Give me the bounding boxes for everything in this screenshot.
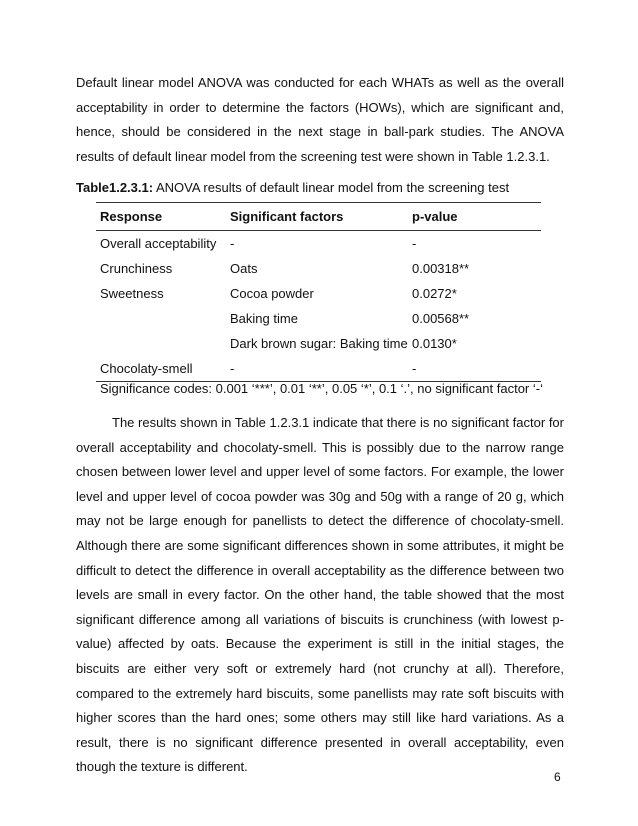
- cell-factor: Oats: [230, 261, 258, 276]
- table-row: [96, 256, 541, 281]
- table-row: [96, 306, 541, 331]
- header-p-value: p-value: [408, 203, 541, 231]
- table-row: [96, 231, 541, 257]
- cell-p-value: 0.0130*: [412, 336, 457, 351]
- cell-factor: Cocoa powder: [230, 286, 314, 301]
- header-significant-factors: Significant factors: [226, 203, 408, 231]
- cell-p-value: 0.00568**: [412, 311, 470, 326]
- header-response: Response: [96, 203, 226, 231]
- significance-codes: Significance codes: 0.001 ‘***’, 0.01 ‘**’, 0.05 ‘*’, 0.1 ‘.’, no significant factor ‘-‘: [100, 381, 543, 396]
- cell-response: [96, 306, 226, 331]
- cell-factor: -: [230, 236, 235, 251]
- cell-factor: Baking time: [230, 311, 298, 326]
- cell-response: Crunchiness: [100, 261, 173, 276]
- table-caption-text: ANOVA results of default linear model from the screening test: [153, 180, 510, 195]
- discussion-paragraph: [76, 411, 564, 780]
- table-row: [96, 331, 541, 356]
- cell-p-value: 0.00318**: [412, 261, 470, 276]
- table-caption: [76, 179, 509, 197]
- cell-factor: -: [226, 356, 408, 382]
- cell-p-value: -: [412, 236, 417, 251]
- cell-p-value: 0.0272*: [412, 286, 457, 301]
- cell-response: Sweetness: [100, 286, 164, 301]
- cell-response: Chocolaty-smell: [96, 356, 226, 382]
- cell-response: [96, 331, 226, 356]
- table-header-row: [96, 203, 541, 231]
- cell-response: Overall acceptability: [100, 236, 217, 251]
- discussion-text: The results shown in Table 1.2.3.1 indicate that there is no significant factor for overall acceptability and chocolaty-smell. This is possibly due to the narrow range chosen between lower level and upper level of some factors. For example, the lower level and upper level of cocoa powder was 30g and 50g with a range of 20 g, which may not be large enough for panellists to detect the difference of chocolaty-smell. Although there are some significant differences shown in some attributes, it might be difficult to detect the difference in overall acceptability as the difference between two levels are small in every factor. On the other hand, the table showed that the most significant difference among all variations of biscuits is crunchiness (with lowest p-value) affected by oats. Because the experiment is still in the initial stages, the biscuits are either very soft or extremely hard (not crunchy at all). Therefore, compared to the extremely hard biscuits, some panellists may rate soft biscuits with higher scores than the hard ones; some others may still like hard variations. As a result, there is no significant difference presented in overall acceptability, even though the texture is different.: [76, 415, 564, 775]
- cell-p-value: -: [408, 356, 541, 382]
- anova-table: [96, 202, 541, 382]
- page-number: 6: [554, 770, 561, 784]
- intro-paragraph: Default linear model ANOVA was conducted for each WHATs as well as the overall acceptability in order to determine the factors (HOWs), which are significant and, hence, should be considered in the next stage in ball-park studies. The ANOVA results of default linear model from the screening test were shown in Table 1.2.3.1.: [76, 75, 564, 164]
- table-row: [96, 356, 541, 382]
- cell-factor: Dark brown sugar: Baking time: [230, 336, 408, 351]
- table-row: [96, 281, 541, 306]
- table-caption-label: Table1.2.3.1:: [76, 180, 154, 195]
